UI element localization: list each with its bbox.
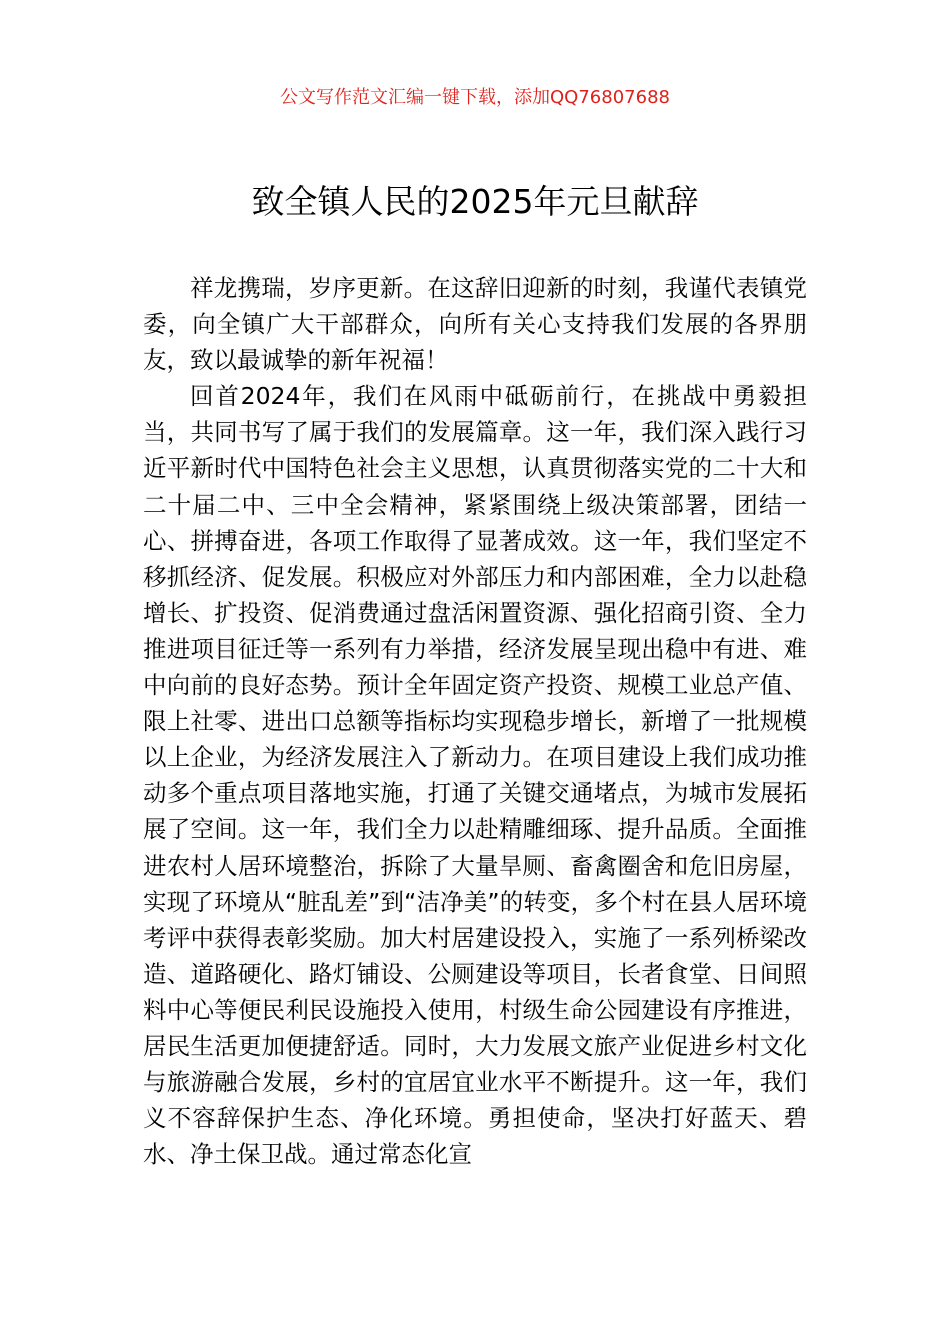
document-title: 致全镇人民的2025年元旦献辞: [251, 182, 699, 221]
header-download-note: 公文写作范文汇编一键下载，添加QQ76807688: [280, 87, 670, 108]
paragraph-review: 回首2024年，我们在风雨中砥砺前行，在挑战中勇毅担当，共同书写了属于我们的发展篇章。这一年，我们深入践行习近平新时代中国特色社会主义思想，认真贯彻落实党的二十大和二十届二中、三中全会精神，紧紧围绕上级决策部署，团结一心、拼搏奋进，各项工作取得了显著成效。这一年，我们坚定不移抓经济、促发展。积极应对外部压力和内部困难，全力以赴稳增长、扩投资、促消费通过盘活闲置资源、强化招商引资、全力推进项目征迁等一系列有力举措，经济发展呈现出稳中有进、难中向前的良好态势。预计全年固定资产投资、规模工业总产值、限上社零、进出口总额等指标均实现稳步增长，新增了一批规模以上企业，为经济发展注入了新动力。在项目建设上我们成功推动多个重点项目落地实施，打通了关键交通堵点，为城市发展拓展了空间。这一年，我们全力以赴精雕细琢、提升品质。全面推进农村人居环境整治，拆除了大量旱厕、畜禽圈舍和危旧房屋，实现了环境从“脏乱差”到“洁净美”的转变，多个村在县人居环境考评中获得表彰奖励。加大村居建设投入，实施了一系列桥梁改造、道路硬化、路灯铺设、公厕建设等项目，长者食堂、日间照料中心等便民利民设施投入使用，村级生命公园建设有序推进，居民生活更加便捷舒适。同时，大力发展文旅产业促进乡村文化与旅游融合发展，乡村的宜居宜业水平不断提升。这一年，我们义不容辞保护生态、净化环境。勇担使命，坚决打好蓝天、碧水、净土保卫战。通过常态化宣: [143, 382, 807, 1169]
document-body: [143, 270, 807, 1172]
paragraph-greeting: 祥龙携瑞，岁序更新。在这辞旧迎新的时刻，我谨代表镇党委，向全镇广大干部群众，向所有关心支持我们发展的各界朋友，致以最诚挚的新年祝福！: [143, 274, 807, 375]
